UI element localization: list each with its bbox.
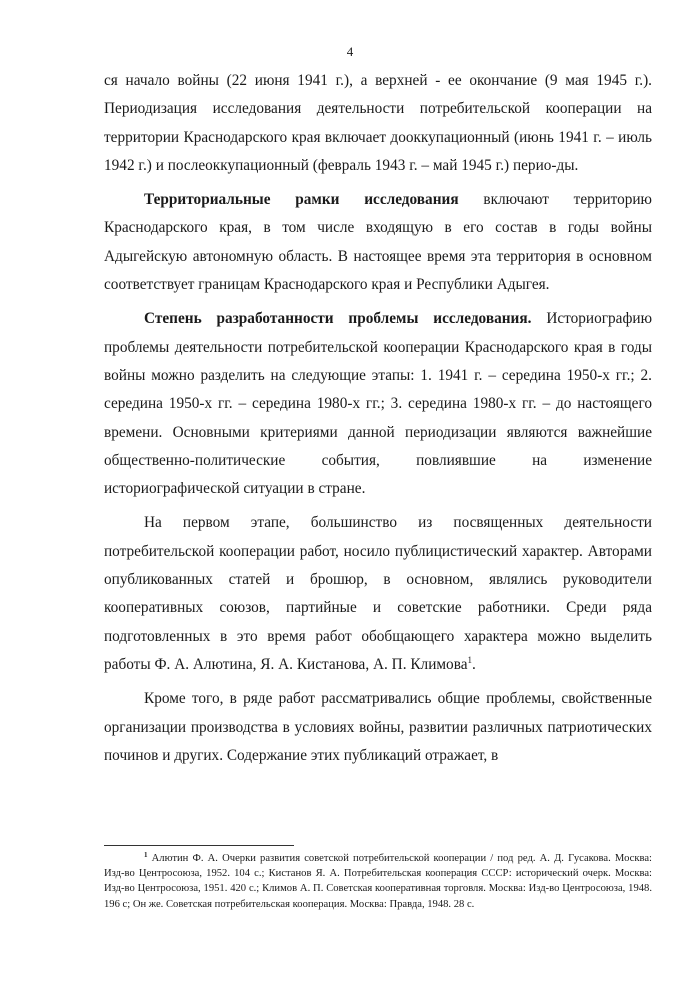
paragraph-historiography xyxy=(104,305,652,503)
paragraph-lead: Территориальные рамки исследования xyxy=(144,191,459,209)
footnote-marker: 1 xyxy=(144,851,148,859)
paragraph-general-problems xyxy=(104,685,652,770)
footnote-divider xyxy=(104,845,294,846)
paragraph-text: включают территорию Краснодарского края, в том числе входящую в его состав в годы войны Адыгейскую автономную область. В настоящее время эта территория в основном соответствует границам Краснодарского края и Республики Адыгея. xyxy=(104,191,652,294)
footnote xyxy=(104,851,652,912)
footnote-text: Алютин Ф. А. Очерки развития советской потребительской кооперации / под ред. А. Д. Гусакова. Москва: Изд-во Центросоюза, 1952. 104 с.; Кистанов Я. А. Потребительская кооперация СССР: исторический очерк. Москва: Изд-во Центросоюза, 1951. 420 с.; Климов А. П. Советская кооперативная торговля. Москва: Изд-во Центросоюза, 1948. 196 с; Он же. Советская потребительская кооперация. Москва: Правда, 1948. 28 с. xyxy=(104,853,652,910)
paragraph-text: На первом этапе, большинство из посвященных деятельности потребительской кооперации работ, носило публицистический характер. Авторами опубликованных статей и брошюр, в основном, являлись руководители кооперативных союзов, партийные и советские работники. Среди ряда подготовленных в это время работ обобщающего характера можно выделить работы Ф. А. Алютина, Я. А. Кистанова, А. П. Климова xyxy=(104,514,652,673)
paragraph-lead: Степень разработанности проблемы исследования. xyxy=(144,310,532,328)
paragraph-first-stage: На первом этапе, большинство из посвященных деятельности потребительской кооперации работ, носило публицистический характер. Авторами опубликованных статей и брошюр, в основном, являлись руководители кооперативных союзов, партийные и советские работники. Среди ряда подготовленных в это время работ обобщающего характера можно выделить работы Ф. А. Алютина, Я. А. Кистанова, А. П. Климова$^1$. xyxy=(104,514,652,673)
main-text xyxy=(104,67,652,770)
paragraph-territorial-scope xyxy=(104,186,652,299)
footnote-reference[interactable]: 1 xyxy=(467,654,473,665)
paragraph-periodization xyxy=(104,67,652,180)
paragraph-text: ся начало войны (22 июня 1941 г.), а верхней - ее окончание (9 мая 1945 г.). Периодизация исследования деятельности потребительской кооперации на территории Краснодарского края включает дооккупационный (июнь 1941 г. – июль 1942 г.) и послеоккупационный (февраль 1943 г. – май 1945 г.) перио-ды. xyxy=(104,72,652,174)
paragraph-text: Кроме того, в ряде работ рассматривались общие проблемы, свойственные организации производства в условиях войны, развитии различных патриотических починов и других. Содержание этих публикаций отражает, в xyxy=(104,690,652,764)
paragraph-text: Историографию проблемы деятельности потребительской кооперации Краснодарского края в годы войны можно разделить на следующие этапы: 1. 1941 г. – середина 1950-х гг.; 2. середина 1950-х гг. – середина 1980-х гг.; 3. середина 1980-х гг. – до настоящего времени. Основными критериями данной периодизации являются важнейшие общественно-политические события, повлиявшие на изменение историографической ситуации в стране. xyxy=(104,310,653,498)
page-number: 4 xyxy=(346,44,354,59)
